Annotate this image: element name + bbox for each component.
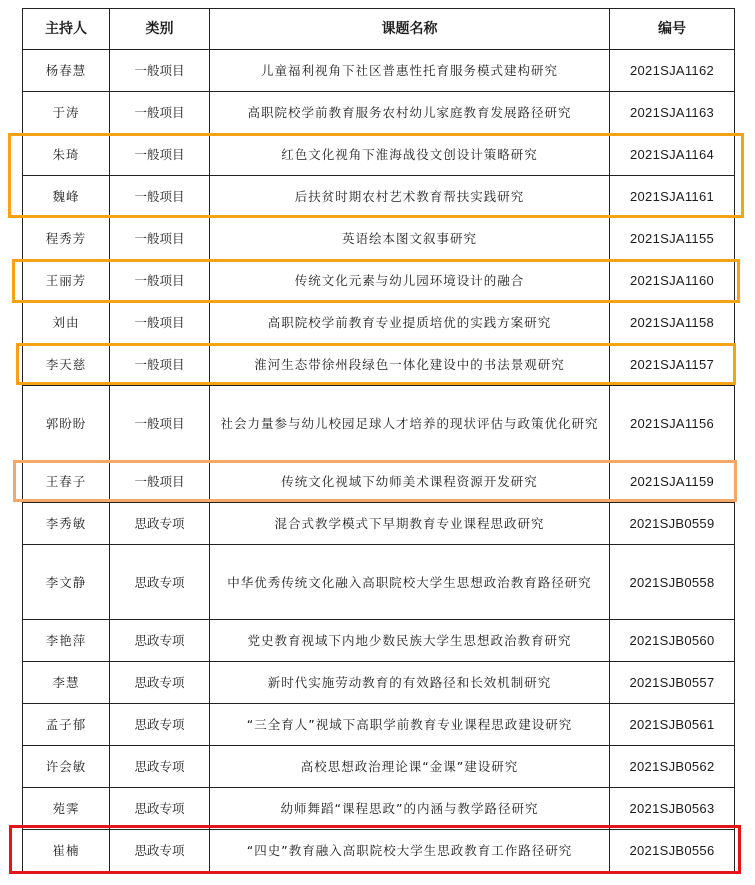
- title-cell: 儿童福利视角下社区普惠性托育服务模式建构研究: [210, 50, 610, 92]
- code-cell: 2021SJB0558: [610, 545, 735, 620]
- category-cell: 一般项目: [110, 92, 210, 134]
- table-row: [23, 134, 735, 176]
- table-row: [23, 260, 735, 302]
- host-cell: 程秀芳: [23, 218, 110, 260]
- title-cell: 高职院校学前教育专业提质培优的实践方案研究: [210, 302, 610, 344]
- table-row: [23, 545, 735, 620]
- category-cell: 一般项目: [110, 260, 210, 302]
- title-cell: 淮河生态带徐州段绿色一体化建设中的书法景观研究: [210, 344, 610, 386]
- code-cell: 2021SJA1162: [610, 50, 735, 92]
- host-cell: 孟子郁: [23, 704, 110, 746]
- table-row: [23, 461, 735, 503]
- title-cell: 传统文化视域下幼师美术课程资源开发研究: [210, 461, 610, 503]
- table-row: [23, 704, 735, 746]
- host-cell: 李艳萍: [23, 620, 110, 662]
- host-cell: 李慧: [23, 662, 110, 704]
- category-cell: 一般项目: [110, 50, 210, 92]
- code-cell: 2021SJB0556: [610, 830, 735, 872]
- code-cell: 2021SJB0560: [610, 620, 735, 662]
- code-cell: 2021SJB0557: [610, 662, 735, 704]
- title-cell: “四史”教育融入高职院校大学生思政教育工作路径研究: [210, 830, 610, 872]
- code-cell: 2021SJA1164: [610, 134, 735, 176]
- code-cell: 2021SJA1158: [610, 302, 735, 344]
- project-table-container: [22, 8, 734, 872]
- category-cell: 思政专项: [110, 662, 210, 704]
- host-cell: 苑霁: [23, 788, 110, 830]
- title-cell: 后扶贫时期农村艺术教育帮扶实践研究: [210, 176, 610, 218]
- category-cell: 思政专项: [110, 545, 210, 620]
- category-cell: 一般项目: [110, 386, 210, 461]
- code-cell: 2021SJB0563: [610, 788, 735, 830]
- host-cell: 许会敏: [23, 746, 110, 788]
- category-cell: 思政专项: [110, 704, 210, 746]
- header-host: 主持人: [23, 9, 110, 50]
- code-cell: 2021SJA1163: [610, 92, 735, 134]
- table-row: [23, 503, 735, 545]
- title-cell: 红色文化视角下淮海战役文创设计策略研究: [210, 134, 610, 176]
- title-cell: 高职院校学前教育服务农村幼儿家庭教育发展路径研究: [210, 92, 610, 134]
- category-cell: 一般项目: [110, 176, 210, 218]
- table-row: [23, 176, 735, 218]
- code-cell: 2021SJA1159: [610, 461, 735, 503]
- category-cell: 思政专项: [110, 830, 210, 872]
- table-row: [23, 344, 735, 386]
- host-cell: 魏峰: [23, 176, 110, 218]
- host-cell: 崔楠: [23, 830, 110, 872]
- category-cell: 思政专项: [110, 788, 210, 830]
- title-cell: 高校思想政治理论课“金课”建设研究: [210, 746, 610, 788]
- title-cell: 英语绘本图文叙事研究: [210, 218, 610, 260]
- table-row: [23, 788, 735, 830]
- table-row: [23, 620, 735, 662]
- title-cell: 中华优秀传统文化融入高职院校大学生思想政治教育路径研究: [210, 545, 610, 620]
- host-cell: 李文静: [23, 545, 110, 620]
- code-cell: 2021SJA1156: [610, 386, 735, 461]
- title-cell: 幼师舞蹈“课程思政”的内涵与教学路径研究: [210, 788, 610, 830]
- table-row: [23, 746, 735, 788]
- table-row: [23, 302, 735, 344]
- header-title: 课题名称: [210, 9, 610, 50]
- host-cell: 王春子: [23, 461, 110, 503]
- title-cell: “三全育人”视域下高职学前教育专业课程思政建设研究: [210, 704, 610, 746]
- title-cell: 新时代实施劳动教育的有效路径和长效机制研究: [210, 662, 610, 704]
- category-cell: 一般项目: [110, 302, 210, 344]
- table-row: [23, 662, 735, 704]
- code-cell: 2021SJA1161: [610, 176, 735, 218]
- code-cell: 2021SJA1155: [610, 218, 735, 260]
- title-cell: 社会力量参与幼儿校园足球人才培养的现状评估与政策优化研究: [210, 386, 610, 461]
- table-row: [23, 386, 735, 461]
- category-cell: 一般项目: [110, 344, 210, 386]
- title-cell: 党史教育视域下内地少数民族大学生思想政治教育研究: [210, 620, 610, 662]
- host-cell: 朱琦: [23, 134, 110, 176]
- host-cell: 王丽芳: [23, 260, 110, 302]
- category-cell: 思政专项: [110, 503, 210, 545]
- host-cell: 于涛: [23, 92, 110, 134]
- code-cell: 2021SJA1157: [610, 344, 735, 386]
- title-cell: 传统文化元素与幼儿园环境设计的融合: [210, 260, 610, 302]
- table-row: [23, 218, 735, 260]
- host-cell: 李秀敏: [23, 503, 110, 545]
- table-row: [23, 92, 735, 134]
- host-cell: 刘由: [23, 302, 110, 344]
- category-cell: 一般项目: [110, 134, 210, 176]
- header-category: 类别: [110, 9, 210, 50]
- category-cell: 思政专项: [110, 746, 210, 788]
- host-cell: 李天慈: [23, 344, 110, 386]
- project-table: [22, 8, 735, 872]
- header-row: [23, 9, 735, 50]
- code-cell: 2021SJB0561: [610, 704, 735, 746]
- header-code: 编号: [610, 9, 735, 50]
- category-cell: 思政专项: [110, 620, 210, 662]
- category-cell: 一般项目: [110, 461, 210, 503]
- table-row: [23, 830, 735, 872]
- code-cell: 2021SJB0562: [610, 746, 735, 788]
- table-row: [23, 50, 735, 92]
- category-cell: 一般项目: [110, 218, 210, 260]
- host-cell: 杨春慧: [23, 50, 110, 92]
- title-cell: 混合式教学模式下早期教育专业课程思政研究: [210, 503, 610, 545]
- host-cell: 郭盼盼: [23, 386, 110, 461]
- code-cell: 2021SJA1160: [610, 260, 735, 302]
- code-cell: 2021SJB0559: [610, 503, 735, 545]
